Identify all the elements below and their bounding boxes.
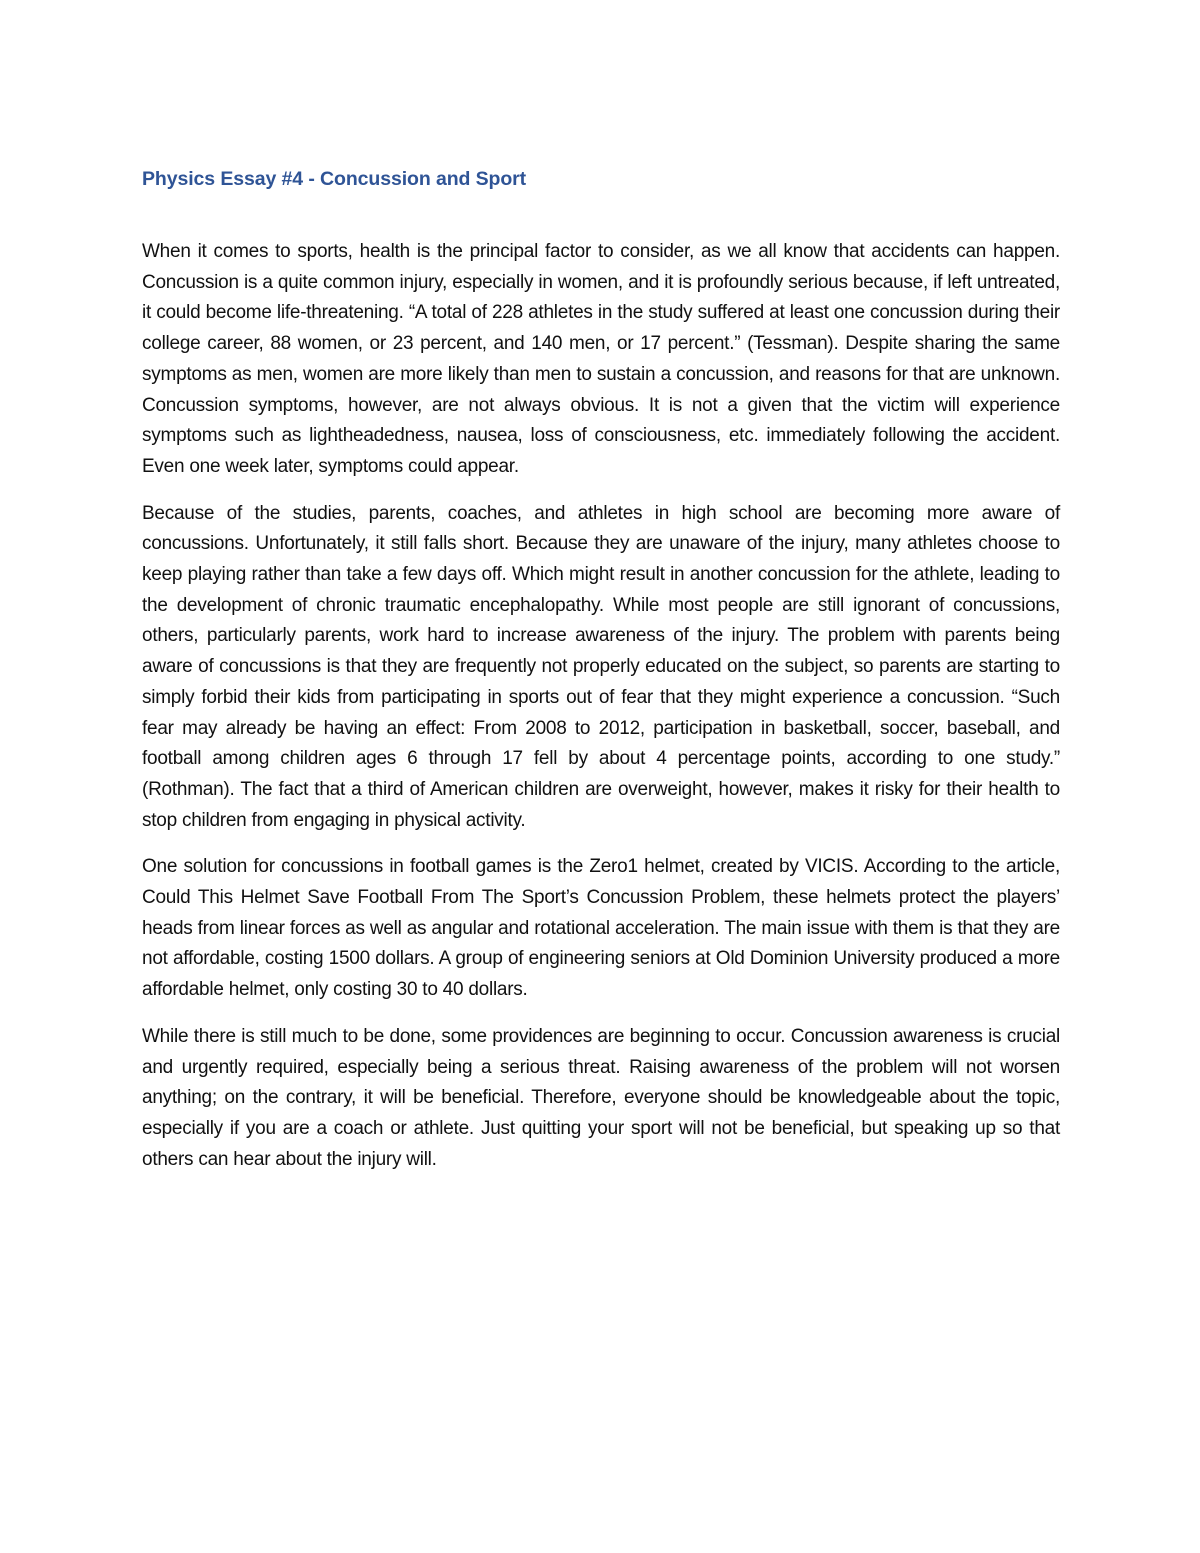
paragraph-3: One solution for concussions in football games is the Zero1 helmet, created by VICIS. According to the article, Could This Helmet Save Football From The Sport’s Concussion Problem, these helmets protect the players’ heads from linear forces as well as angular and rotational acceleration. The main issue with them is that they are not affordable, costing 1500 dollars. A group of engineering seniors at Old Dominion University produced a more affordable helmet, only costing 30 to 40 dollars. xyxy=(142,856,1060,1001)
document-content xyxy=(142,164,1060,1191)
document-title: Physics Essay #4 - Concussion and Sport xyxy=(142,168,527,190)
paragraph-1: When it comes to sports, health is the principal factor to consider, as we all know that accidents can happen. Concussion is a quite common injury, especially in women, and it is profoundly serious because, if left untreated, it could become life-threatening. “A total of 228 athletes in the study suffered at least one concussion during their college career, 88 women, or 23 percent, and 140 men, or 17 percent.” (Tessman). Despite sharing the same symptoms as men, women are more likely than men to sustain a concussion, and reasons for that are unknown. Concussion symptoms, however, are not always obvious. It is not a given that the victim will experience symptoms such as lightheadedness, nausea, loss of consciousness, etc. immediately following the accident. Even one week later, symptoms could appear. xyxy=(142,241,1060,477)
paragraph-2: Because of the studies, parents, coaches, and athletes in high school are becoming more aware of concussions. Unfortunately, it still falls short. Because they are unaware of the injury, many athletes choose to keep playing rather than take a few days off. Which might result in another concussion for the athlete, leading to the development of chronic traumatic encephalopathy. While most people are still ignorant of concussions, others, particularly parents, work hard to increase awareness of the injury. The problem with parents being aware of concussions is that they are frequently not properly educated on the subject, so parents are starting to simply forbid their kids from participating in sports out of fear that they might experience a concussion. “Such fear may already be having an effect: From 2008 to 2012, participation in basketball, soccer, baseball, and football among children ages 6 through 17 fell by about 4 percentage points, according to one study.” (Rothman). The fact that a third of American children are overweight, however, makes it risky for their health to stop children from engaging in physical activity. xyxy=(142,502,1060,831)
paragraph-4: While there is still much to be done, some providences are beginning to occur. Concussion awareness is crucial and urgently required, especially being a serious threat. Raising awareness of the problem will not worsen anything; on the contrary, it will be beneficial. Therefore, everyone should be knowledgeable about the topic, especially if you are a coach or athlete. Just quitting your sport will not be beneficial, but speaking up so that others can hear about the injury will. xyxy=(142,1025,1060,1170)
